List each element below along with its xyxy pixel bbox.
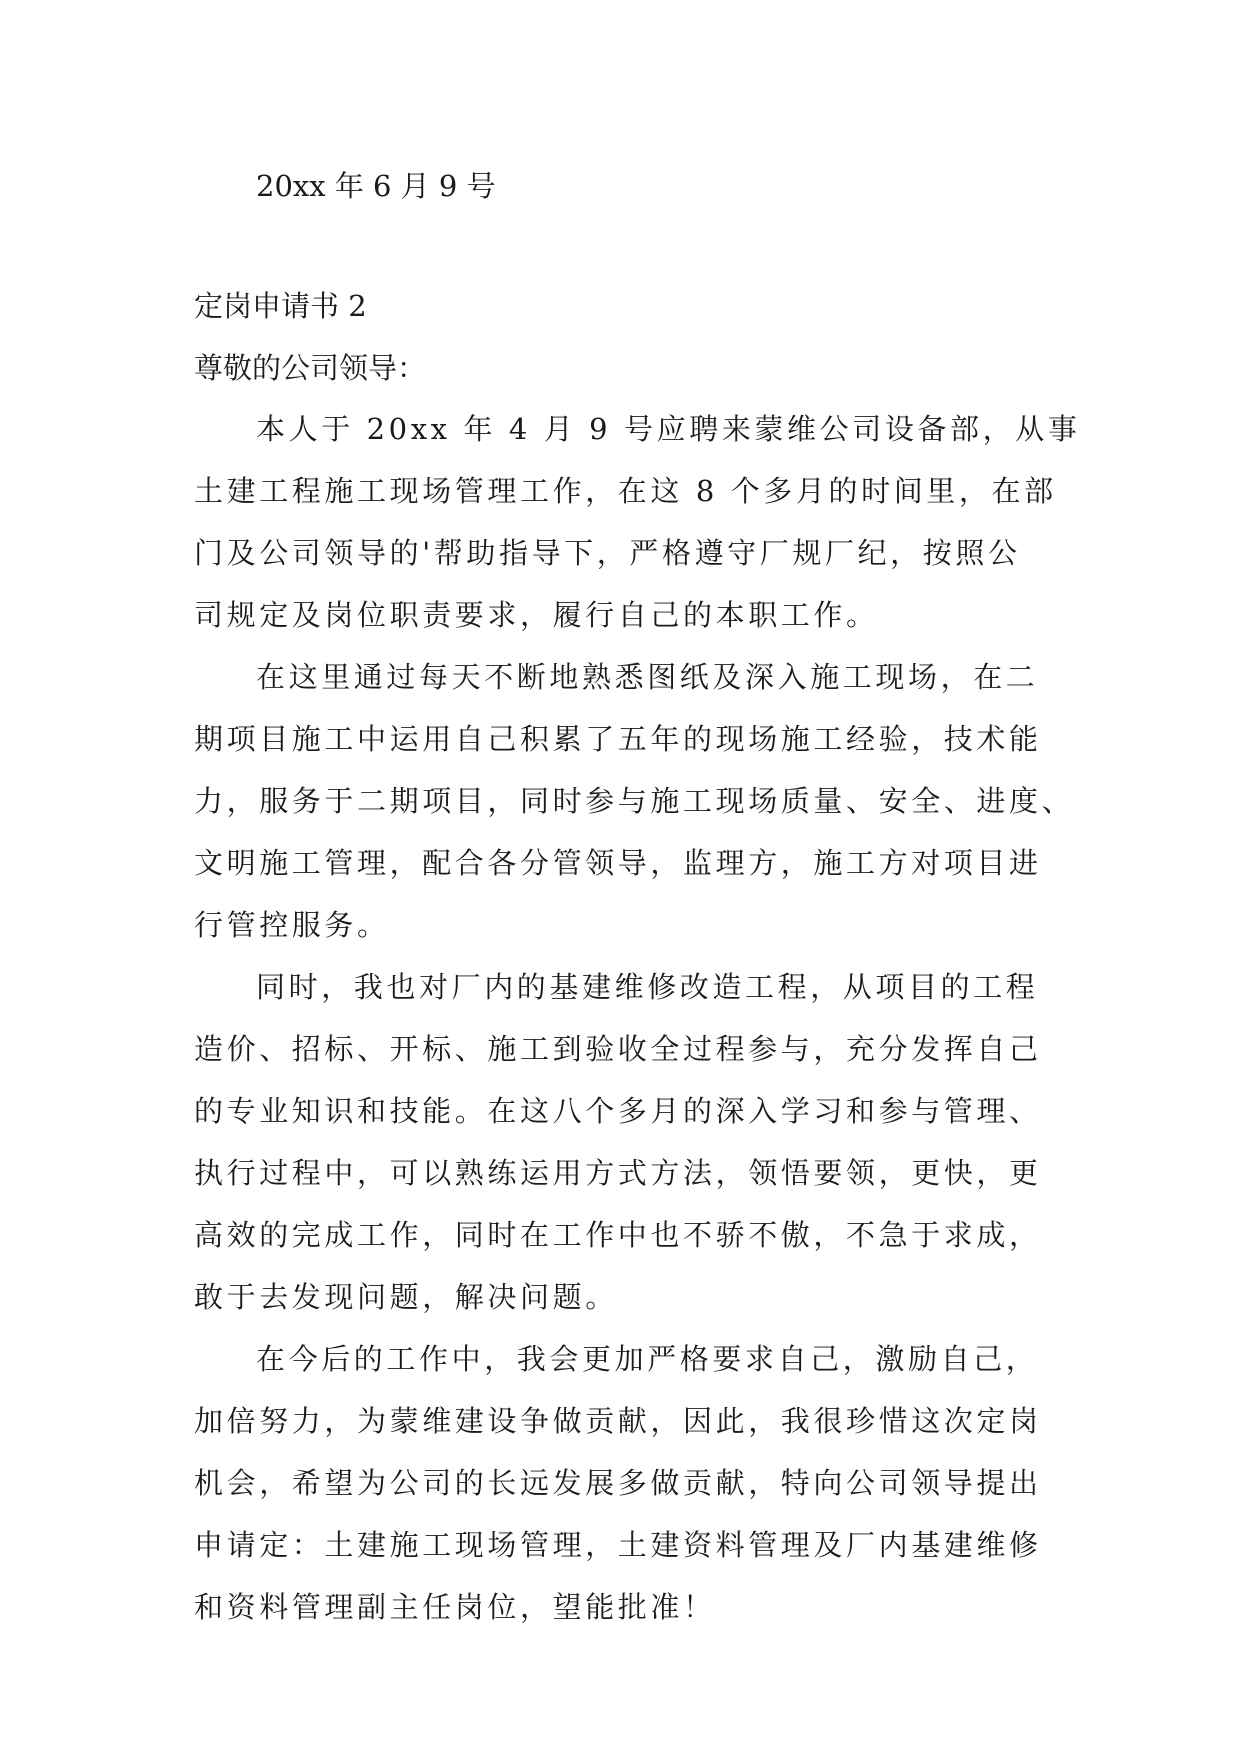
paragraph-line: 加倍努力，为蒙维建设争做贡献，因此，我很珍惜这次定岗 xyxy=(194,1404,1042,1438)
paragraph-line: 期项目施工中运用自己积累了五年的现场施工经验，技术能 xyxy=(194,722,1042,756)
paragraph-3 xyxy=(194,956,1069,1328)
paragraph-line: 司规定及岗位职责要求，履行自己的本职工作。 xyxy=(194,598,879,632)
paragraph-line: 的专业知识和技能。在这八个多月的深入学习和参与管理、 xyxy=(194,1094,1042,1128)
document-body xyxy=(194,398,1081,1638)
paragraph-line: 同时，我也对厂内的基建维修改造工程，从项目的工程 xyxy=(256,970,1039,1004)
paragraph-line: 机会，希望为公司的长远发展多做贡献，特向公司领导提出 xyxy=(194,1466,1042,1500)
paragraph-line: 造价、招标、开标、施工到验收全过程参与，充分发挥自己 xyxy=(194,1032,1042,1066)
paragraph-line: 在今后的工作中，我会更加严格要求自己，激励自己， xyxy=(256,1342,1039,1376)
paragraph-line: 文明施工管理，配合各分管领导，监理方，施工方对项目进 xyxy=(194,846,1042,880)
salutation: 尊敬的公司领导： xyxy=(194,351,427,385)
paragraph-1 xyxy=(194,398,1081,646)
paragraph-2 xyxy=(194,646,1075,956)
paragraph-line: 力，服务于二期项目，同时参与施工现场质量、安全、进度、 xyxy=(194,784,1075,818)
paragraph-4 xyxy=(194,1328,1069,1638)
paragraph-line: 和资料管理副主任岗位，望能批准！ xyxy=(194,1590,716,1624)
paragraph-line: 行管控服务。 xyxy=(194,908,390,942)
paragraph-line: 门及公司领导的'帮助指导下，严格遵守厂规厂纪，按照公 xyxy=(194,536,1021,570)
paragraph-line: 高效的完成工作，同时在工作中也不骄不傲，不急于求成， xyxy=(194,1218,1042,1252)
paragraph-line: 执行过程中，可以熟练运用方式方法，领悟要领，更快，更 xyxy=(194,1156,1042,1190)
paragraph-line: 申请定：土建施工现场管理，土建资料管理及厂内基建维修 xyxy=(194,1528,1042,1562)
document-title: 定岗申请书 2 xyxy=(194,289,367,323)
paragraph-line: 土建工程施工现场管理工作，在这 8 个多月的时间里，在部 xyxy=(194,474,1057,508)
paragraph-line: 本人于 20xx 年 4 月 9 号应聘来蒙维公司设备部，从事 xyxy=(256,412,1081,446)
paragraph-line: 在这里通过每天不断地熟悉图纸及深入施工现场，在二 xyxy=(256,660,1039,694)
paragraph-line: 敢于去发现问题，解决问题。 xyxy=(194,1280,618,1314)
date-line: 20xx 年 6 月 9 号 xyxy=(256,169,496,203)
